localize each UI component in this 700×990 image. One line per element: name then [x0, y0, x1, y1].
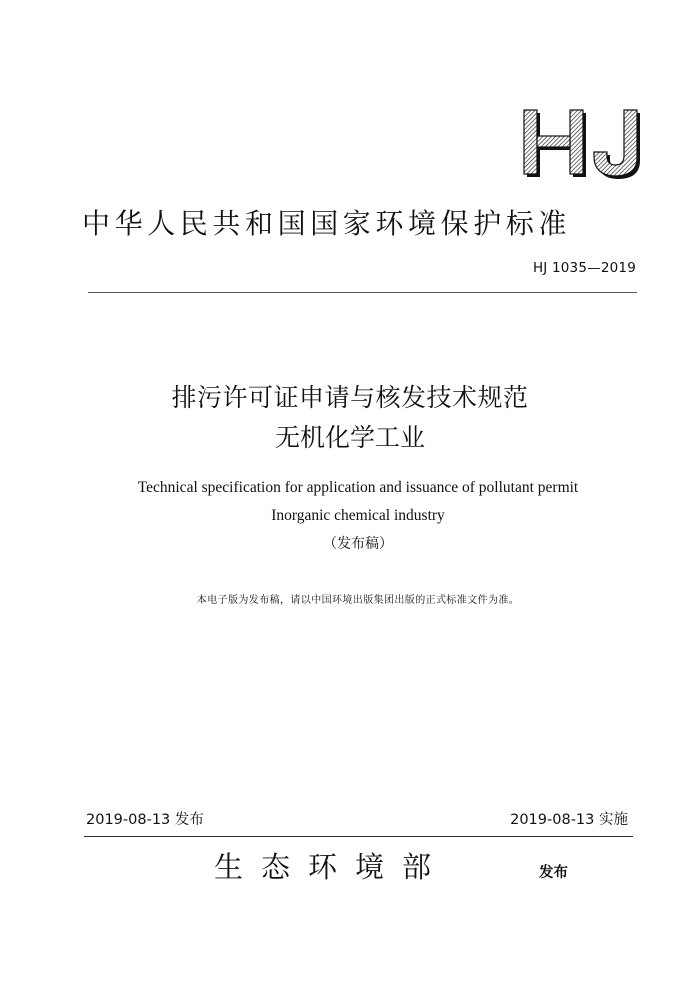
hj-logo [520, 108, 644, 180]
issuing-ministry: 生态环境部 [214, 850, 450, 884]
footer-divider [84, 836, 633, 837]
edition-notice: 本电子版为发布稿，请以中国环境出版集团出版的正式标准文件为准。 [196, 595, 520, 606]
standard-code: HJ 1035—2019 [532, 260, 636, 276]
header-divider [88, 292, 637, 293]
document-title-en: Technical specification for application and issuance of pollutant permit [137, 479, 579, 496]
issue-date: 2019-08-13 发布 [86, 812, 204, 828]
standard-title: 中华人民共和国国家环境保护标准 [82, 207, 572, 240]
draft-tag: （发布稿） [323, 536, 393, 552]
document-subtitle-en: Inorganic chemical industry [271, 507, 445, 524]
document-subtitle-cn: 无机化学工业 [274, 423, 425, 452]
issued-by-label: 发布 [539, 865, 568, 881]
implementation-date: 2019-08-13 实施 [510, 812, 628, 828]
document-title-cn: 排污许可证申请与核发技术规范 [171, 383, 529, 412]
